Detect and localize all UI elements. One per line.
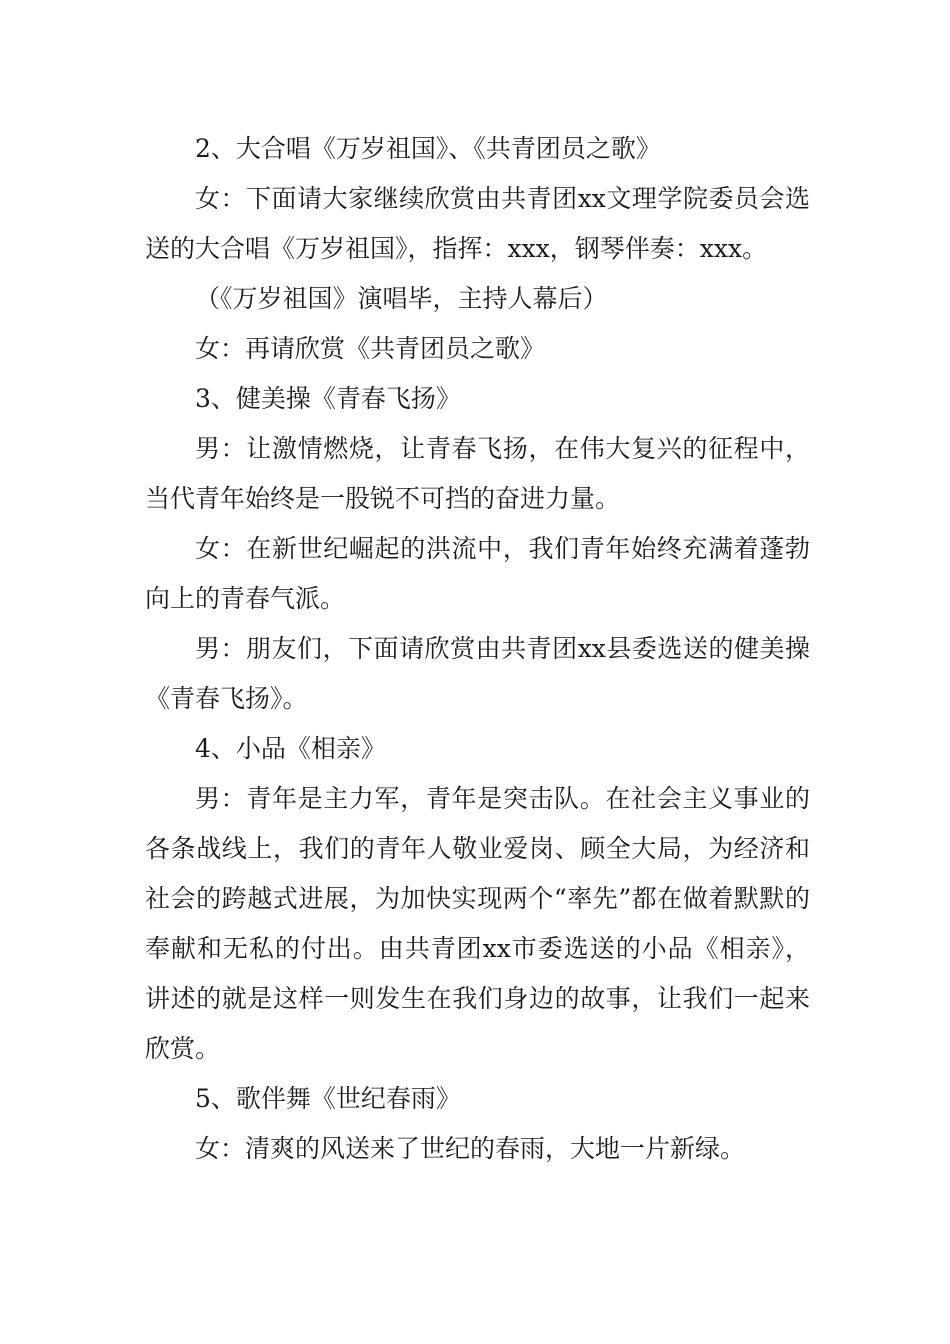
host-line-female-second-song: 女：再请欣赏《共青团员之歌》 xyxy=(195,334,546,363)
section-heading-skit: 4、小品《相亲》 xyxy=(195,734,386,763)
host-line-male-aerobics-intro: 男：朋友们，下面请欣赏由共青团xx县委选送的健美操《青春飞扬》。 xyxy=(145,634,810,713)
host-line-male-skit-intro: 男：青年是主力军，青年是突击队。在社会主义事业的各条战线上，我们的青年人敬业爱岗、顾全大局，为经济和社会的跨越式进展，为加快实现两个“率先”都在做着默默的奉献和无私的付出。由共青团xx市委选送的小品《相亲》，讲述的就是这样一则发生在我们身边的故事，让我们一起来欣赏。 xyxy=(145,784,810,1063)
section-heading-chorus: 2、大合唱《万岁祖国》、《共青团员之歌》 xyxy=(195,134,661,163)
host-line-female-chorus-intro: 女：下面请大家继续欣赏由共青团xx文理学院委员会选送的大合唱《万岁祖国》，指挥：xxx，钢琴伴奏：xxx。 xyxy=(145,184,810,263)
document-body xyxy=(145,124,810,1174)
section-heading-aerobics: 3、健美操《青春飞扬》 xyxy=(195,384,461,413)
section-heading-song-dance: 5、歌伴舞《世纪春雨》 xyxy=(195,1084,461,1113)
host-line-female-spring-rain: 女：清爽的风送来了世纪的春雨，大地一片新绿。 xyxy=(195,1134,746,1163)
host-line-female-new-century: 女：在新世纪崛起的洪流中，我们青年始终充满着蓬勃向上的青春气派。 xyxy=(145,534,810,613)
host-line-male-passion: 男：让激情燃烧，让青春飞扬，在伟大复兴的征程中，当代青年始终是一股锐不可挡的奋进力量。 xyxy=(145,434,810,513)
stage-direction: （《万岁祖国》演唱毕，主持人幕后） xyxy=(195,284,608,313)
